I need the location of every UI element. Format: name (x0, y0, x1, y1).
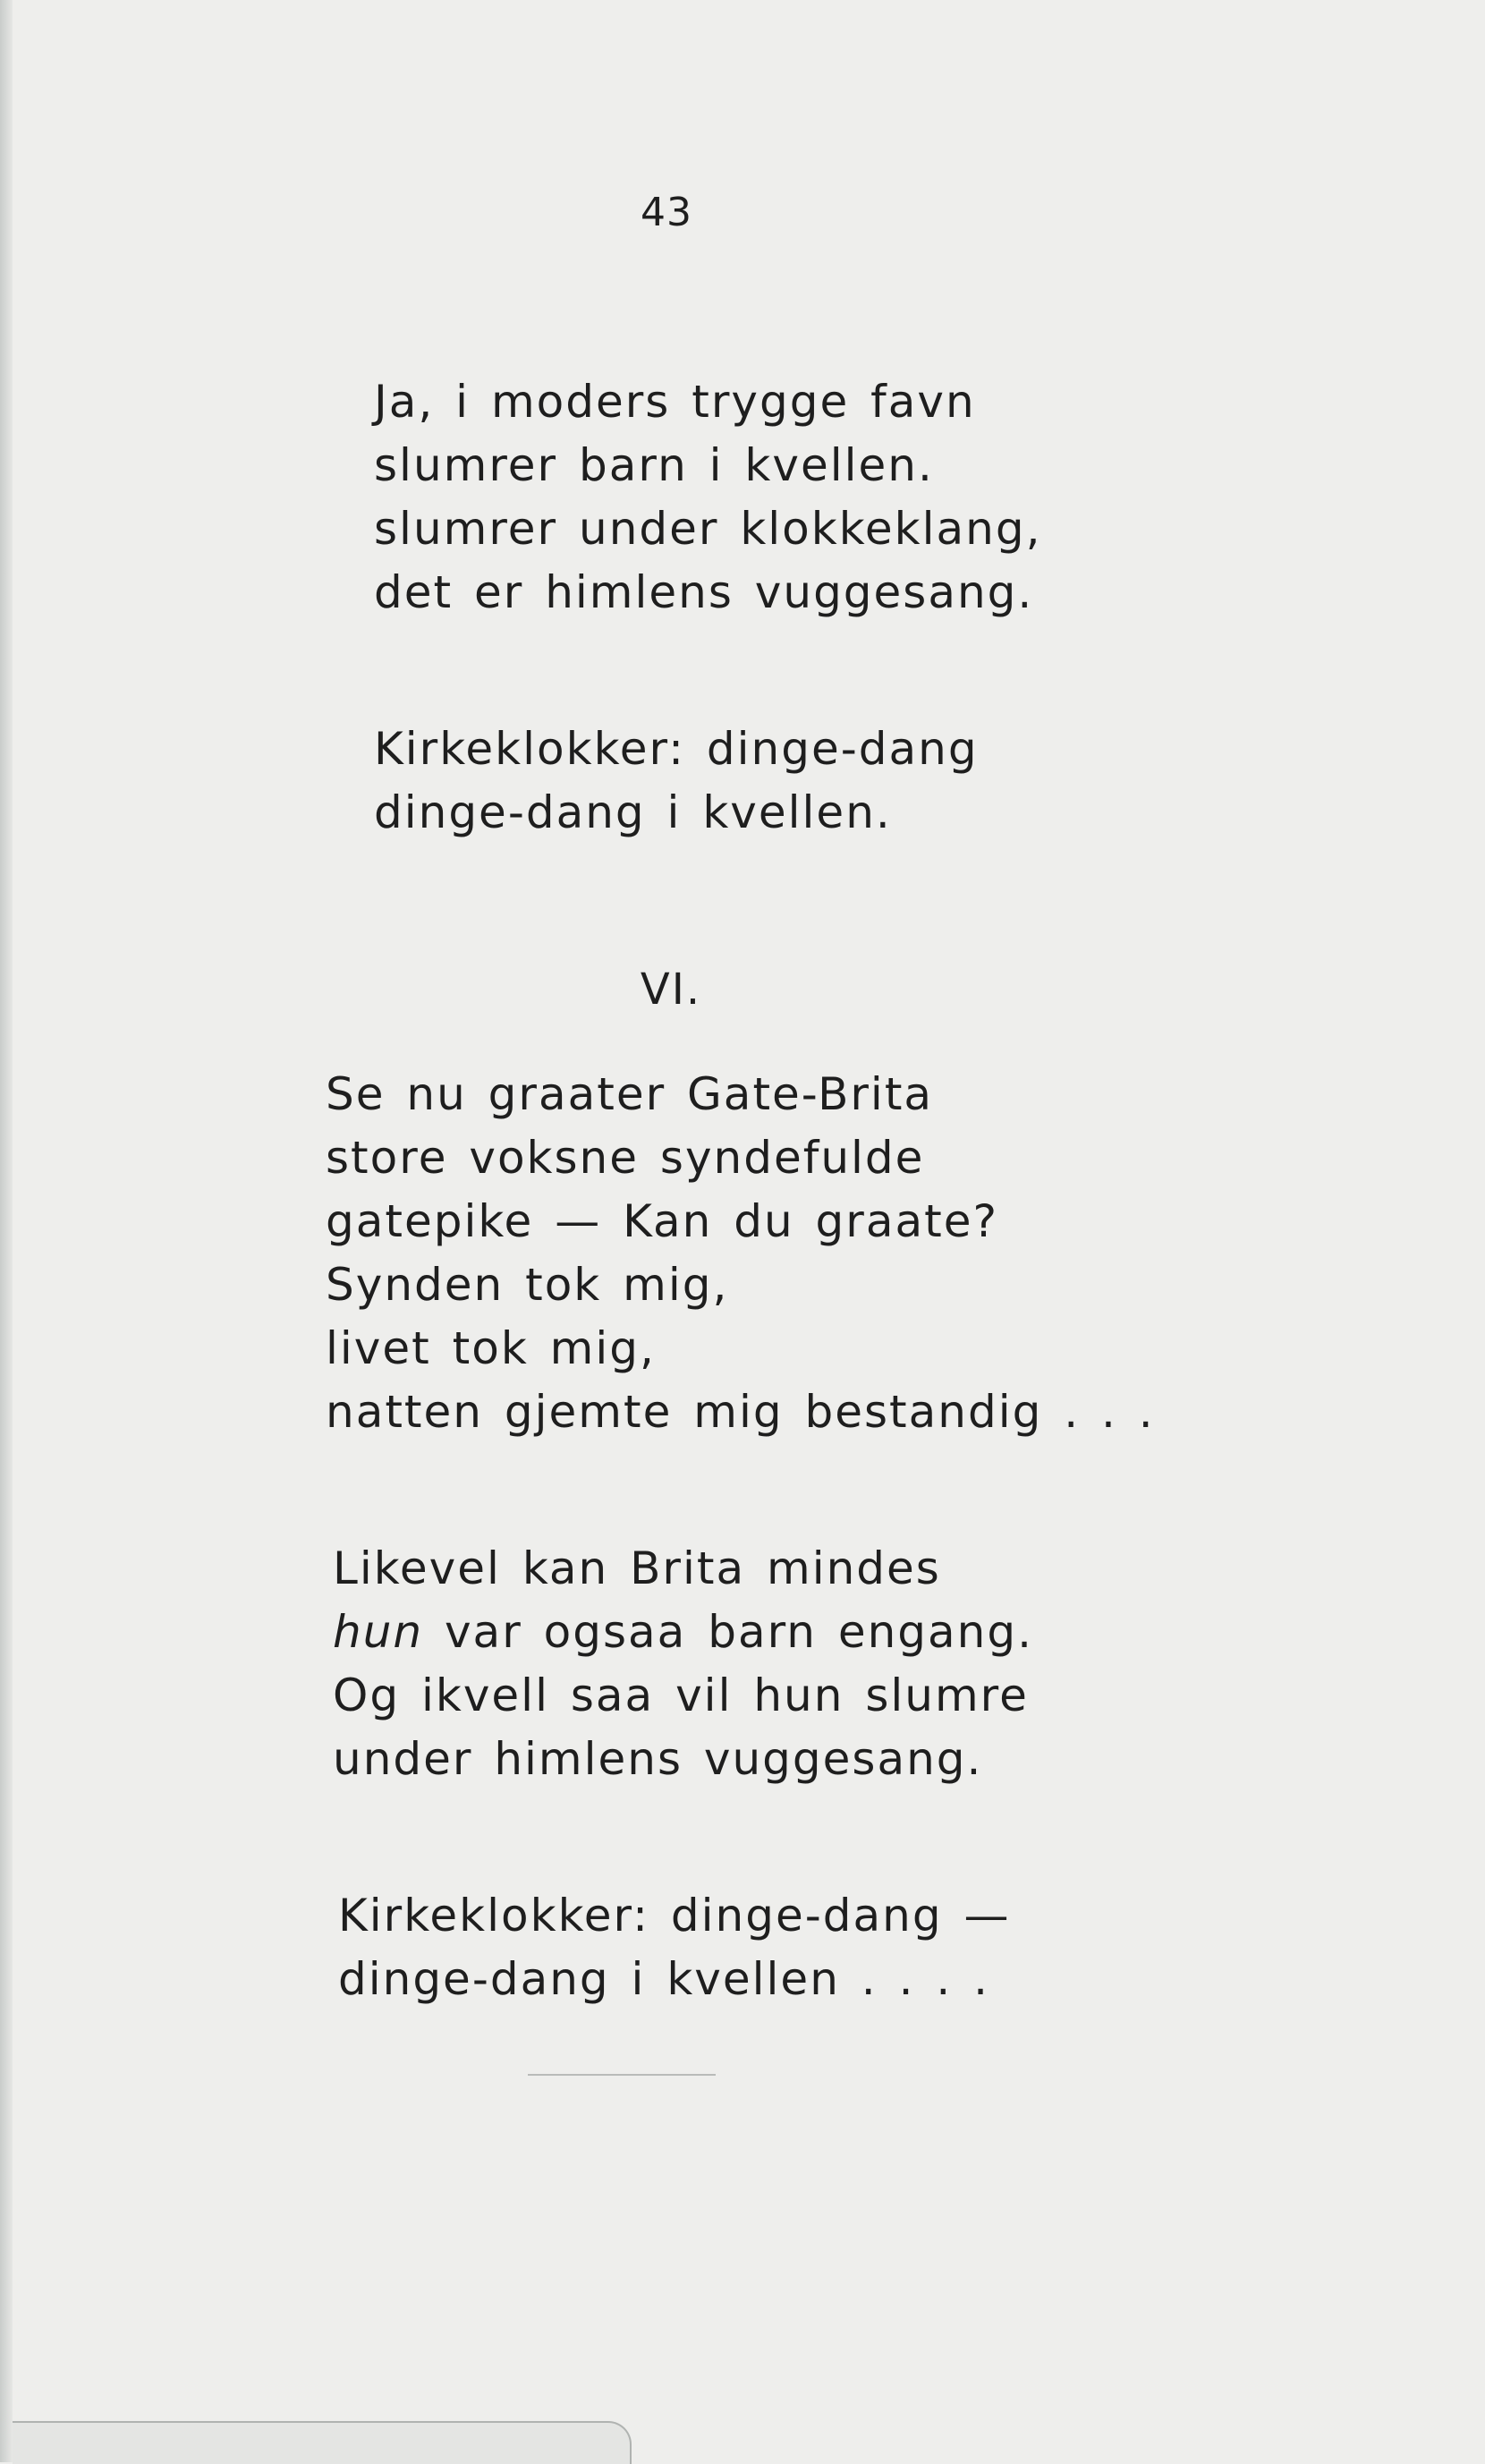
verse-line: natten gjemte mig bestandig . . . (326, 1386, 1155, 1438)
stanza-2 (374, 718, 979, 845)
end-rule (528, 2074, 716, 2076)
verse-line: Ja, i moders trygge favn (374, 376, 976, 428)
verse-line: livet tok mig, (326, 1322, 656, 1374)
verse-line: under himlens vuggesang. (333, 1733, 983, 1785)
verse-line: Kirkeklokker: dinge-dang (374, 723, 979, 775)
stanza-4 (333, 1537, 1033, 1791)
verse-line: store voksne syndefulde (326, 1132, 925, 1184)
verse-line: dinge-dang i kvellen . . . . (338, 1953, 990, 2005)
stanza-1 (374, 370, 1041, 624)
verse-line: Se nu graater Gate-Brita (326, 1068, 934, 1120)
verse-line: gatepike — Kan du graate? (326, 1195, 999, 1247)
verse-line: Kirkeklokker: dinge-dang — (338, 1890, 1011, 1941)
scan-bottom-bar (13, 2421, 632, 2464)
section-heading: VI. (640, 964, 702, 1015)
verse-line: slumrer under klokkeklang, (374, 503, 1042, 555)
verse-line: det er himlens vuggesang. (374, 566, 1034, 618)
verse-line (333, 1601, 1033, 1664)
verse-line: Og ikvell saa vil hun slumre (333, 1670, 1029, 1721)
verse-line: dinge-dang i kvellen. (374, 786, 892, 838)
page-number: 43 (641, 190, 692, 235)
stanza-5 (338, 1884, 1010, 2011)
verse-line-rest: var ogsaa barn engang. (423, 1606, 1033, 1658)
page-edge (0, 0, 13, 2462)
stanza-3 (326, 1063, 1155, 1444)
verse-line: Likevel kan Brita mindes (333, 1542, 941, 1594)
verse-line: slumrer barn i kvellen. (374, 439, 934, 491)
verse-line: Synden tok mig, (326, 1259, 729, 1311)
italic-word: hun (333, 1606, 424, 1658)
